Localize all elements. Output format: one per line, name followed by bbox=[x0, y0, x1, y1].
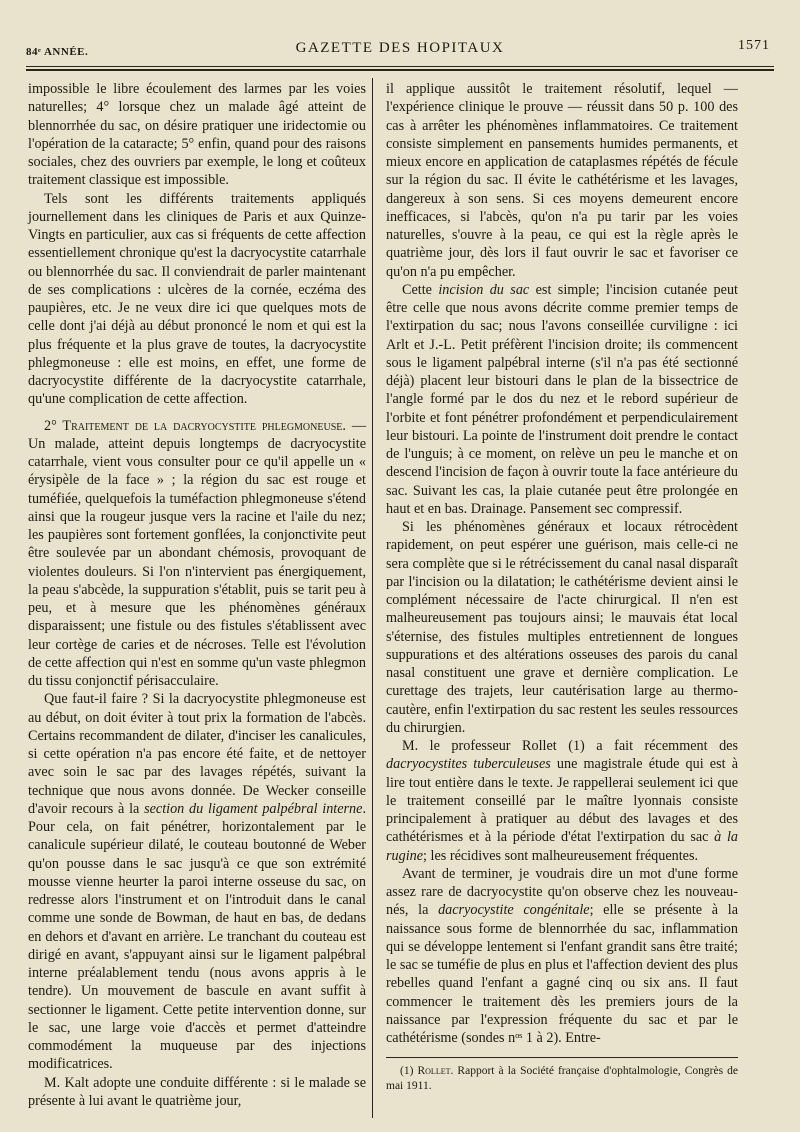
italic-term: dacryocystite congénitale bbox=[438, 902, 590, 919]
page-number: 1571 bbox=[738, 38, 770, 53]
section-heading: 2° Traitement de la dacryocystite phlegmoneuse. bbox=[44, 417, 346, 434]
paragraph: Si les phénomènes généraux et locaux rétrocèdent rapidement, on peut espérer une guérison, mais celle-ci ne sera complète que si le rétrécissement du canal nasal disparaît par l'incision ou la dilatation; le cathétérisme devient ainsi le complément nécessaire de l'acte chirurgical. Il n'en est malheureusement pas toujours ainsi; le mauvais état local s'éternise, des fistules multiples entretiennent de longues suppurations et des altérations osseuses des parois du canal nasal constituent une grave et dernière complication. Le curettage des trajets, leur cautérisation large au thermo-cautère, enfin l'extirpation du sac restent les seules ressources du chirurgien. bbox=[386, 519, 738, 736]
paragraph bbox=[28, 690, 366, 1073]
right-column bbox=[386, 80, 738, 1094]
italic-term: dacryocystites tuberculeuses bbox=[386, 756, 551, 773]
paragraph-text: ; elle se présente à la naissance sous forme de blennorrhée du sac, inflammation qui se développe lentement si l'enfant grandit sans être traité; le sac se tuméfie de plus en plus et l'affection devient des plus rebelles quand l'enfant a gagné cinq ou six ans. Il faut commencer le traitement dès les premiers jours de la naissance par l'expression fréquente du sac et par le cathétérisme (sondes nᵒˢ 1 à 2). Entre- bbox=[386, 902, 738, 1046]
italic-term: incision du sac bbox=[438, 281, 530, 298]
paragraph bbox=[386, 865, 738, 1048]
paragraph-text: Que faut-il faire ? Si la dacryocystite phlegmoneuse est au début, on doit éviter à tout prix la formation de l'abcès. Certains recommandent de dilater, d'inciser les canalicules, si cette opération n'a pas encore été faite, et de nettoyer avec soin le sac par des lavages répétés, suivant la technique que nous avons donnée. De Wecker conseille d'avoir recours à la bbox=[28, 691, 366, 817]
section-paragraph bbox=[28, 417, 366, 691]
paragraph bbox=[386, 281, 738, 518]
column-separator bbox=[372, 78, 373, 1118]
paragraph-text: est simple; l'incision cutanée peut être celle que nous avons décrite comme premier temps de l'extirpation du sac; nous l'avons conseillée curviligne : ici Arlt et J.-L. Petit préfèrent l'incision droite; ils commencent sous le ligament palpébral interne (s'il n'a pas été sectionné déjà) placent leur bistouri dans le plan de la bissectrice de l'angle formé par le dos du nez et le rebord supérieur de l'orbite et font pénétrer profondément et perpendiculairement leur bistouri. La pointe de l'instrument doit prendre le contact de l'unguis; à ce moment, on relève un peu le manche et on descend l'incision de façon à ouvrir toute la face antérieure du sac. Suivant les cas, la plaie cutanée peut être prolongée en haut et en bas. Drainage. Pansement sec compressif. bbox=[386, 281, 738, 517]
paragraph-text: Avant de terminer, je voudrais dire un mot d'une forme assez rare de dacryocystite qu'on observe chez les nouveau-nés, la bbox=[386, 865, 738, 919]
footnote-text: . Rapport à la Société française d'ophtalmologie, Congrès de mai 1911. bbox=[386, 1065, 738, 1093]
paragraph-text: Cette bbox=[402, 281, 439, 298]
paragraph-text: une magistrale étude qui est à lire tout entière dans le texte. Je rappellerai seulement ici que le traitement conseillé par le maître lyonnais consiste principalement à pratiquer au début des lavages et des cathétérismes et à la période d'état l'extirpation du sac bbox=[386, 756, 738, 846]
paragraph: Tels sont les différents traitements appliqués journellement dans les cliniques de Paris et aux Quinze-Vingts en particulier, aux cas si fréquents de cette affection essentiellement chronique qu'est la dacryocystite catarrhale ou blennorrhée du sac. Il conviendrait de parler maintenant de ses complications : ulcères de la cornée, eczéma des paupières, etc. Je ne veux dire ici que quelques mots de celle dont j'ai déjà au début prononcé le nom et qui est la plus fréquente et la plus grave de toutes, la dacryocystite phlegmoneuse : elle est moins, en effet, une forme de dacryocystite différente de la dacryocystite catarrhale, qu'une complication de cette affection. bbox=[28, 190, 366, 408]
volume-label: 84ᵉ ANNÉE. bbox=[26, 46, 89, 58]
footnote-number: (1) bbox=[400, 1065, 418, 1078]
italic-term: section du ligament palpébral interne bbox=[144, 800, 363, 817]
paragraph: M. Kalt adopte une conduite différente : si le malade se présente à lui avant le quatrième jour, bbox=[28, 1074, 366, 1109]
journal-title: GAZETTE DES HOPITAUX bbox=[295, 40, 505, 56]
italic-term: à la rugine bbox=[386, 829, 738, 864]
paragraph bbox=[386, 737, 738, 865]
paragraph: impossible le libre écoulement des larmes par les voies naturelles; 4° lorsque chez un malade âgé atteint de blennorrhée du sac, on désire pratiquer une iridectomie ou l'opération de la cataracte; 5° enfin, quand pour des raisons sociales, chez des ouvriers par exemple, le long et coûteux traitement classique est impossible. bbox=[28, 81, 366, 189]
footnote bbox=[386, 1064, 738, 1094]
paragraph-text: . Pour cela, on fait pénétrer, horizontalement par le canalicule supérieur dilaté, le couteau boutonné de Weber qu'on pousse dans le sac jusqu'à ce que son extrémité mousse vienne heurter la paroi interne osseuse du sac, on redresse alors l'instrument et on l'introduit dans le canal comme une sonde de Bowman, de haut en bas, de dedans en dehors et d'avant en arrière. Le tranchant du couteau est dirigé en avant, s'appuyant ainsi sur le ligament palpébral interne préalablement tendu (nous avons appris à le tendre). Un mouvement de bascule en avant suffit à sectionner le ligament. Cette petite intervention donne, sur le sac, une large voie d'accès et permet d'atteindre commodément la muqueuse par des injections modificatrices. bbox=[28, 800, 366, 1073]
footnote-author: Rollet bbox=[417, 1065, 451, 1078]
paragraph-text: M. le professeur Rollet (1) a fait récemment des bbox=[402, 738, 738, 754]
paragraph-text: — Un malade, atteint depuis longtemps de dacryocystite catarrhale, vient vous consulter pour ce qu'il appelle un « érysipèle de la face » ; la région du sac est rouge et tuméfiée, quelquefois la tuméfaction phlegmoneuse s'étend ainsi que la rougeur jusque vers la racine et l'aile du nez; les paupières sont fortement gonflées, la conjonctivite peut être soulevée par un abondant chémosis, provoquant de violentes douleurs. Si l'on n'intervient pas énergiquement, la peau s'abcède, la suppuration s'établit, puis se tarit peu à peu, et à mesure que les phénomènes généraux disparaissent; une fistule ou des fistules s'établissent avec leur cortège de caries et de nécroses. Telle est l'évolution de cette affection qui n'est en somme qu'un vaste phlegmon du tissu conjonctif périsacculaire. bbox=[28, 417, 366, 689]
left-column bbox=[28, 80, 366, 1110]
footnote-rule bbox=[386, 1057, 738, 1058]
paragraph-text: ; les récidives sont malheureusement fréquentes. bbox=[423, 847, 699, 864]
header-rule-thin bbox=[26, 66, 774, 67]
paragraph: il applique aussitôt le traitement résolutif, lequel — l'expérience clinique le prouve — réussit dans 50 p. 100 des cas à arrêter les phénomènes inflammatoires. Ce traitement consiste simplement en pansements humides permanents, et mieux encore en application de cataplasmes répétés de fécule sur la région du sac. Il évite le cathétérisme et les lavages, dangereux à son sens. Si ces moyens demeurent encore inefficaces, si l'abcès, qu'on n'a pu tarir par les voies naturelles, s'ouvre à la peau, ce qui est la règle après le quatrième jour, dès lors il faut ouvrir le sac et favoriser ce qu'on n'a pu empêcher. bbox=[386, 81, 738, 280]
header-rule-thick bbox=[26, 69, 774, 71]
